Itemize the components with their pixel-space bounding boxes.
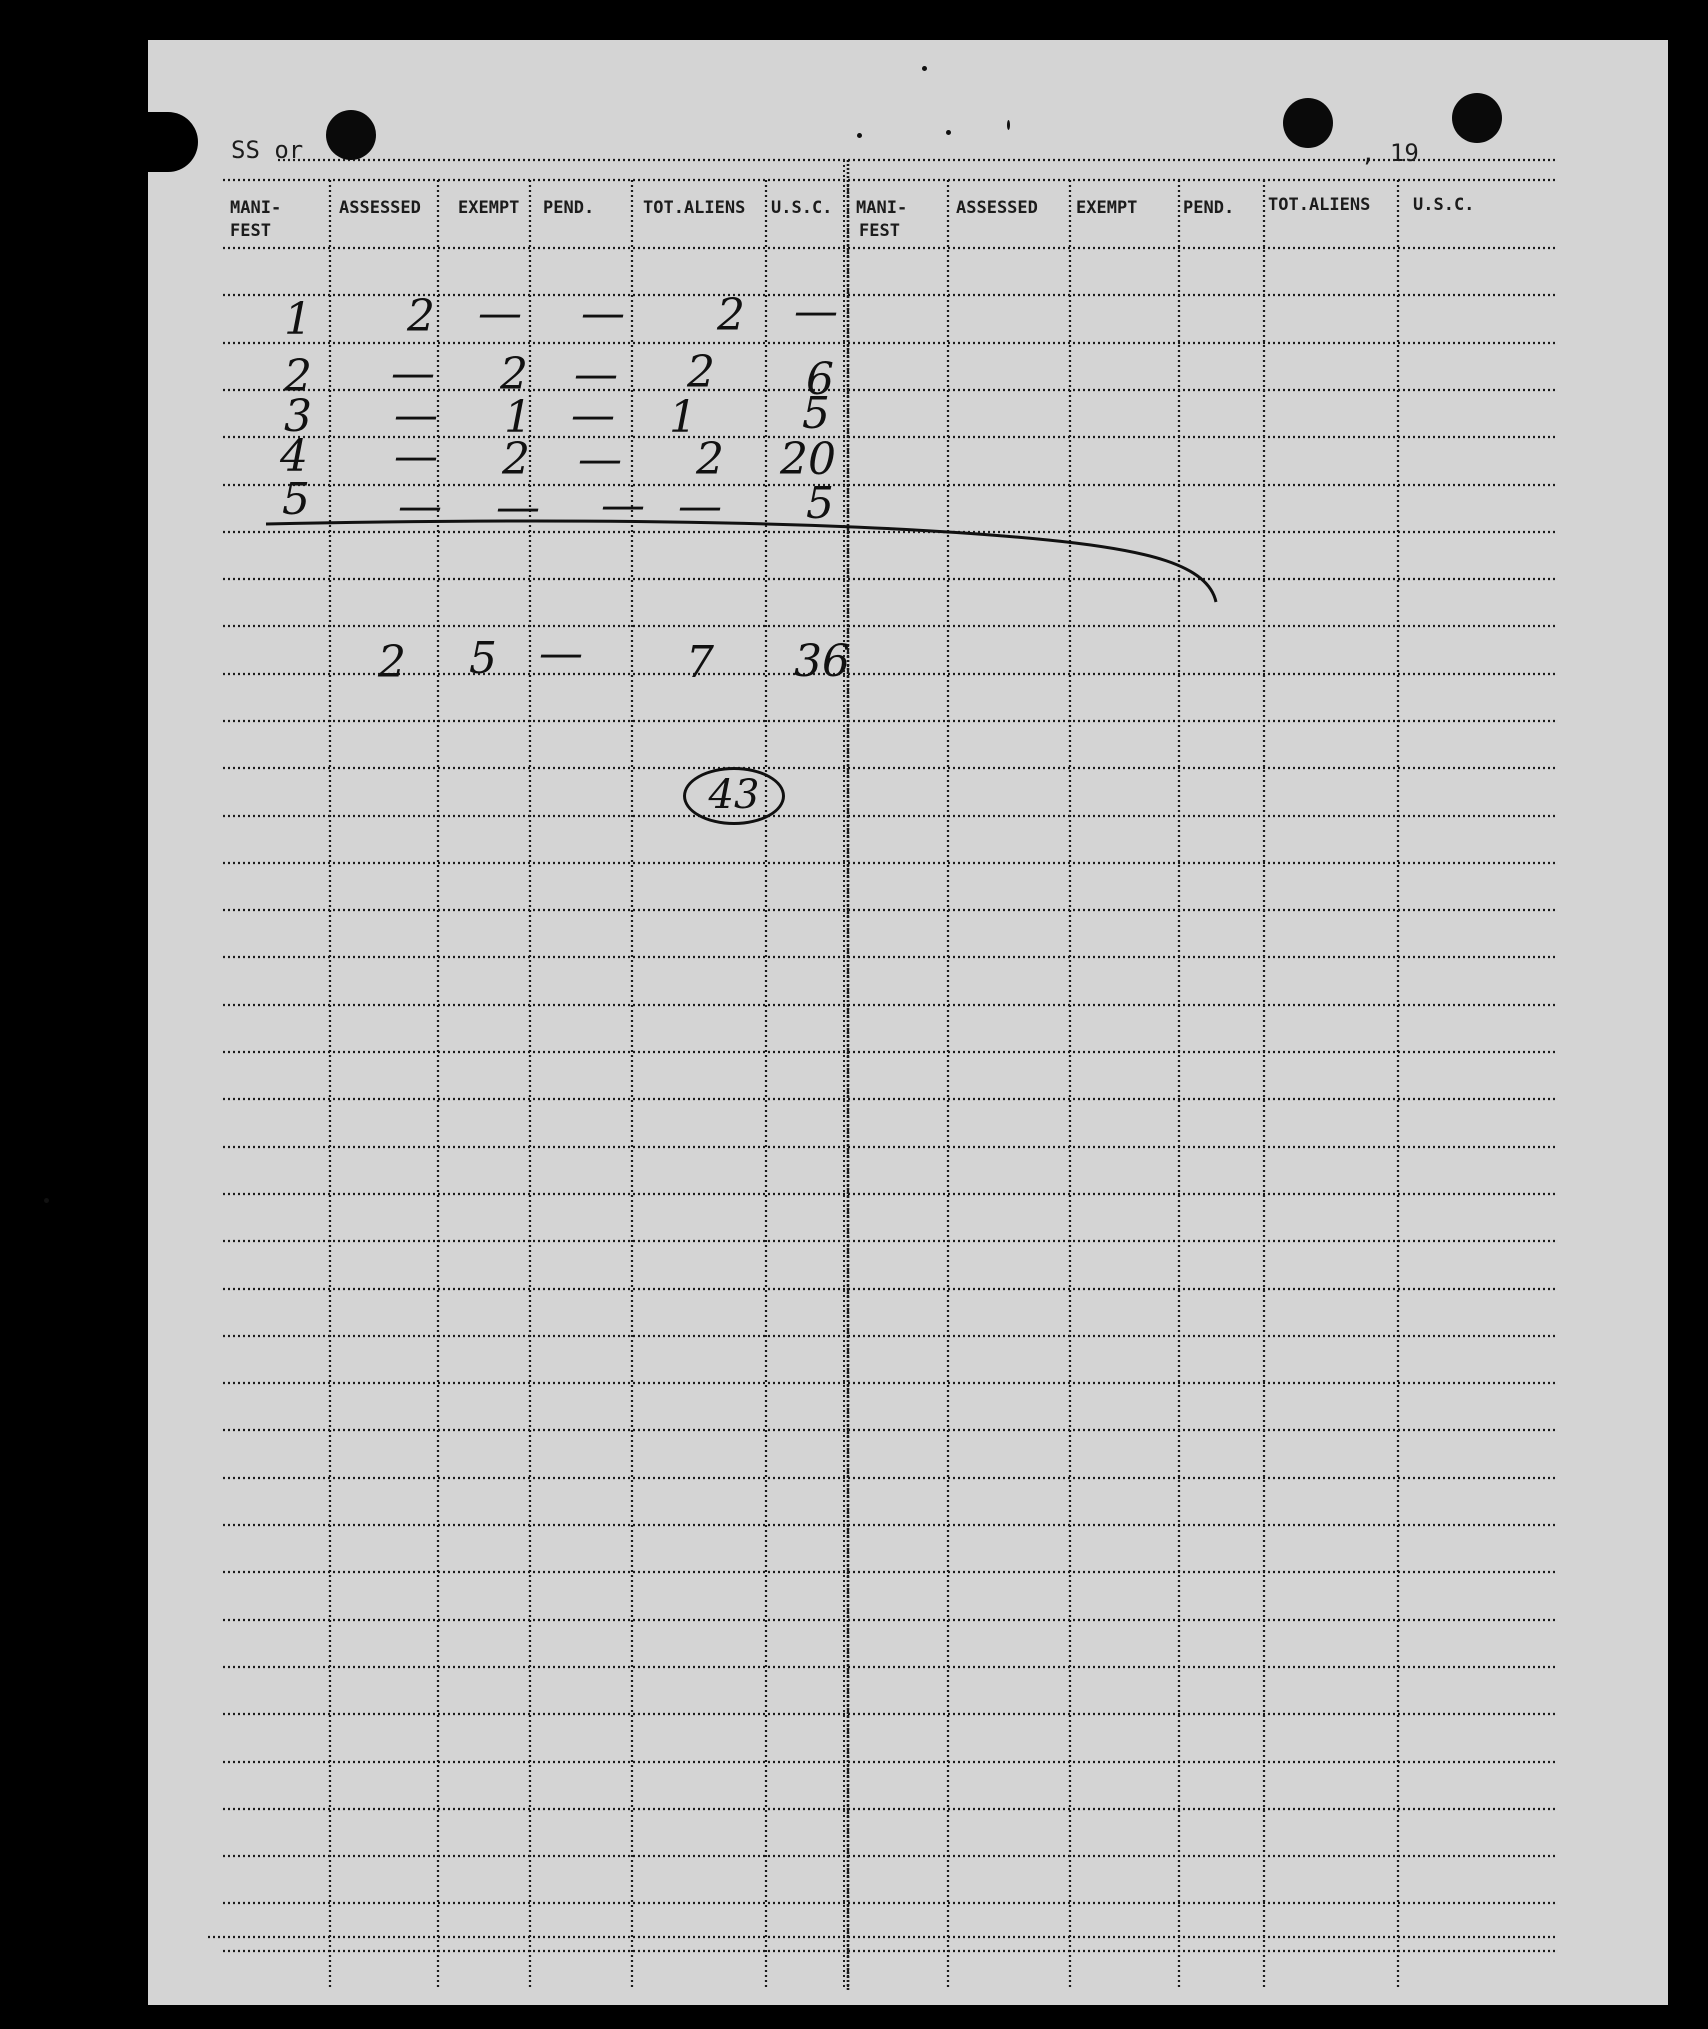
- ship-label: SS or: [231, 136, 304, 164]
- totals-underline: [266, 521, 1216, 602]
- header-pend-right: PEND.: [1183, 198, 1235, 218]
- row-3-exempt: 1: [504, 392, 532, 443]
- row-3-usc: 5: [802, 388, 830, 439]
- form-sheet: [148, 40, 1668, 2005]
- row-2-tot-aliens: 2: [687, 347, 715, 398]
- row-1-manifest: 1: [284, 294, 312, 345]
- header-exempt-right: EXEMPT: [1076, 198, 1138, 218]
- row-4-usc: 20: [780, 434, 836, 485]
- row-4-manifest: 4: [280, 431, 308, 482]
- speck: [946, 130, 951, 135]
- header-exempt-left: EXEMPT: [458, 198, 520, 218]
- ruled-grid: [148, 40, 1668, 2005]
- row-5-tot-aliens: —: [678, 481, 722, 532]
- header-tot-aliens-left: TOT.ALIENS: [643, 198, 746, 218]
- header-manifest-left: MANI-: [230, 198, 282, 218]
- row-3-assessed: —: [394, 390, 438, 441]
- header-manifest-right-line2: FEST: [859, 221, 900, 241]
- punch-hole: [326, 110, 376, 160]
- total-exempt: 5: [469, 633, 497, 684]
- row-2-manifest: 2: [284, 351, 312, 402]
- header-assessed-left: ASSESSED: [339, 198, 421, 218]
- row-1-usc: —: [794, 286, 838, 337]
- header-usc-right: U.S.C.: [1413, 195, 1475, 215]
- row-5-manifest: 5: [282, 474, 310, 525]
- row-1-assessed: 2: [407, 291, 435, 342]
- row-5-pend: —: [601, 480, 645, 531]
- total-tot-aliens: 7: [686, 637, 714, 688]
- row-2-assessed: —: [391, 348, 435, 399]
- row-4-exempt: 2: [502, 434, 530, 485]
- header-pend-left: PEND.: [543, 198, 595, 218]
- speck: [922, 66, 927, 71]
- speck: [1007, 120, 1010, 130]
- row-4-assessed: —: [394, 431, 438, 482]
- punch-hole: [1283, 98, 1333, 148]
- row-3-pend: —: [571, 390, 615, 441]
- header-assessed-right: ASSESSED: [956, 198, 1038, 218]
- total-usc: 36: [794, 636, 850, 687]
- row-4-pend: —: [578, 434, 622, 485]
- row-3-tot-aliens: 1: [669, 392, 697, 443]
- header-usc-left: U.S.C.: [771, 198, 833, 218]
- row-3-manifest: 3: [284, 391, 312, 442]
- speck: [44, 1198, 49, 1203]
- row-1-exempt: —: [478, 288, 522, 339]
- year-label: , 19: [1361, 139, 1419, 167]
- speck: [857, 133, 862, 138]
- header-tot-aliens-right: TOT.ALIENS: [1268, 195, 1371, 215]
- row-1-pend: —: [581, 288, 625, 339]
- grand-total-circle: [683, 767, 785, 825]
- total-assessed: 2: [378, 637, 406, 688]
- row-5-usc: 5: [806, 478, 834, 529]
- grand-total: 43: [708, 772, 760, 819]
- punch-hole: [1452, 93, 1502, 143]
- row-2-pend: —: [574, 349, 618, 400]
- header-manifest-left-line2: FEST: [230, 221, 271, 241]
- row-5-assessed: —: [398, 481, 442, 532]
- row-1-tot-aliens: 2: [717, 290, 745, 341]
- row-2-usc: 6: [806, 354, 834, 405]
- header-manifest-right: MANI-: [856, 198, 908, 218]
- total-pend: —: [539, 628, 583, 679]
- row-4-tot-aliens: 2: [696, 434, 724, 485]
- row-5-exempt: —: [496, 482, 540, 533]
- row-2-exempt: 2: [500, 349, 528, 400]
